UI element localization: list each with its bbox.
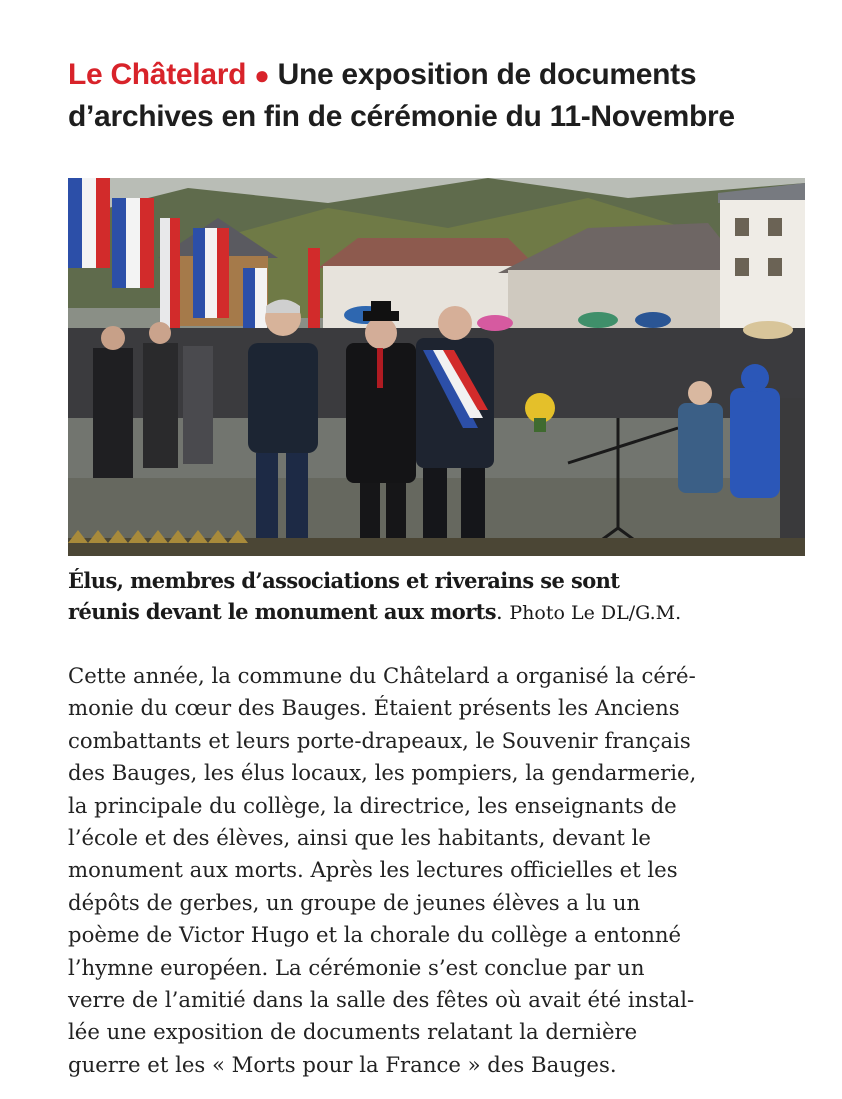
article-photo [68,178,805,556]
article-headline [68,54,828,138]
body-line: monument aux morts. Après les lectures officielles et les [68,857,678,883]
body-line: verre de l’amitié dans la salle des fêtes où avait été instal- [68,987,695,1013]
body-line: Cette année, la commune du Châtelard a organisé la céré- [68,663,696,688]
headline-title-line2: d’archives en fin de cérémonie du 11-Novembre [68,100,735,133]
body-line: dépôts de gerbes, un groupe de jeunes élèves a lu un [68,889,641,915]
body-line: des Bauges, les élus locaux, les pompiers, la gendarmerie, [68,760,697,786]
body-line: guerre et les « Morts pour la France » des Bauges. [68,1051,617,1077]
ceremony-photo-illustration [68,178,805,556]
caption-period: . [496,600,503,624]
headline-bullet: ● [254,60,270,90]
body-line: l’école et des élèves, ainsi que les habitants, devant le [68,825,651,851]
photo-caption [68,565,808,629]
body-line: combattants et leurs porte-drapeaux, le Souvenir français [68,727,691,753]
caption-line-2: réunis devant le monument aux morts [68,599,496,624]
body-line: lée une exposition de documents relatant la dernière [68,1019,638,1045]
headline-locality: Le Châtelard [68,58,247,91]
caption-line-1: Élus, membres d’associations et riverains se sont [68,568,620,593]
body-line: l’hymne européen. La cérémonie s’est conclue par un [68,954,645,980]
body-line: monie du cœur des Bauges. Étaient présents les Anciens [68,695,680,721]
body-line: la principale du collège, la directrice, les enseignants de [68,792,677,818]
article-body [68,660,790,1081]
body-line: poème de Victor Hugo et la chorale du collège a entonné [68,922,682,948]
headline-title-line1: Une exposition de documents [277,58,697,91]
photo-credit: Photo Le DL/G.M. [509,602,682,624]
